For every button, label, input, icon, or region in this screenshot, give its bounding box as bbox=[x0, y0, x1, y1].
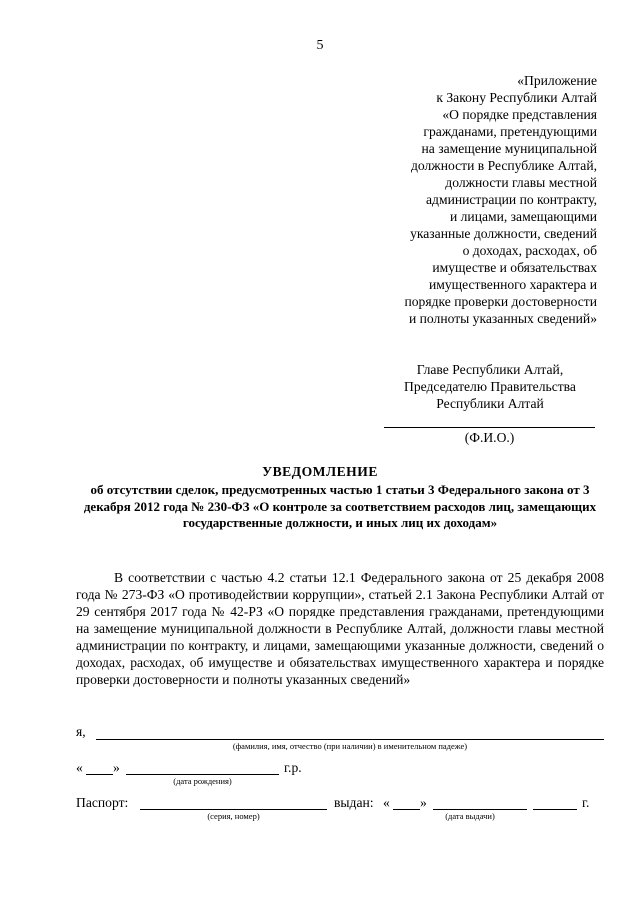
issue-month-field[interactable] bbox=[433, 809, 527, 810]
appendix-line: о доходах, расходах, об bbox=[462, 243, 597, 258]
document-subtitle: об отсутствии сделок, предусмотренных частью 1 статьи 3 Федерального закона от 3 декабря 2012 года № 230-ФЗ «О контроле за соответствием расходов лиц, замещающих государственные должности, и иных лиц их доходам» bbox=[83, 482, 597, 530]
appendix-line: порядке проверки достоверности bbox=[404, 294, 597, 309]
issue-day-field[interactable] bbox=[393, 809, 420, 810]
appendix-line: должности главы местной bbox=[445, 175, 597, 190]
addressee-line: Председателю Правительства bbox=[404, 379, 576, 394]
addressee-block bbox=[385, 361, 595, 412]
passport-series-number-field[interactable] bbox=[140, 809, 327, 810]
birth-date-caption: (дата рождения) bbox=[173, 776, 232, 786]
body-paragraph-text: В соответствии с частью 4.2 статьи 12.1 Федерального закона от 25 декабря 2008 года № 273-ФЗ «О противодействии коррупции», статьей 2.1 Закона Республики Алтай от 29 сентября 2017 года № 42-РЗ «О порядке представления гражданами, претендующими на замещение муниципальной должности в Республике Алтай, должности главы местной администрации по контракту, и лицами, замещающими указанные должности, сведений о доходах, расходах, об имуществе и обязательствах имущественного характера и порядке проверки достоверности и полноты указанных сведений» bbox=[76, 570, 604, 687]
appendix-line: гражданами, претендующими bbox=[423, 124, 597, 139]
fio-label: (Ф.И.О.) bbox=[464, 430, 515, 445]
issued-label: выдан: bbox=[334, 795, 374, 810]
birth-quote-close: » bbox=[113, 760, 120, 775]
appendix-line: на замещение муниципальной bbox=[421, 141, 597, 156]
appendix-line: «О порядке представления bbox=[442, 107, 597, 122]
appendix-line: указанные должности, сведений bbox=[410, 226, 597, 241]
birth-day-field[interactable] bbox=[86, 774, 113, 775]
full-name-field[interactable] bbox=[96, 739, 604, 740]
issue-quote-open: « bbox=[383, 795, 390, 810]
page-number: 5 bbox=[316, 38, 324, 53]
appendix-line: имуществе и обязательствах bbox=[432, 260, 597, 275]
appendix-line: к Закону Республики Алтай bbox=[436, 90, 597, 105]
appendix-line: администрации по контракту, bbox=[426, 192, 597, 207]
passport-series-caption: (серия, номер) bbox=[207, 811, 260, 821]
appendix-line: «Приложение bbox=[517, 73, 597, 88]
appendix-line: и полноты указанных сведений» bbox=[408, 311, 597, 326]
appendix-line: имущественного характера и bbox=[428, 277, 597, 292]
birth-month-year-field[interactable] bbox=[126, 774, 279, 775]
body-paragraph bbox=[76, 569, 604, 688]
birth-quote-open: « bbox=[76, 760, 83, 775]
issue-quote-close: » bbox=[420, 795, 427, 810]
appendix-line: и лицами, замещающими bbox=[449, 209, 597, 224]
addressee-line: Главе Республики Алтай, bbox=[416, 362, 564, 377]
addressee-line: Республики Алтай bbox=[436, 396, 544, 411]
appendix-header bbox=[337, 72, 597, 327]
issue-year-field[interactable] bbox=[533, 809, 577, 810]
issue-date-caption: (дата выдачи) bbox=[445, 811, 495, 821]
full-name-caption: (фамилия, имя, отчество (при наличии) в именительном падеже) bbox=[232, 741, 468, 751]
ya-label: я, bbox=[76, 724, 86, 739]
issue-year-suffix: г. bbox=[582, 795, 590, 810]
passport-label: Паспорт: bbox=[76, 795, 129, 810]
appendix-line: должности в Республике Алтай, bbox=[410, 158, 597, 173]
fio-signature-line bbox=[384, 427, 595, 428]
birth-year-suffix: г.р. bbox=[284, 760, 302, 775]
document-title: УВЕДОМЛЕНИЕ bbox=[262, 464, 378, 479]
